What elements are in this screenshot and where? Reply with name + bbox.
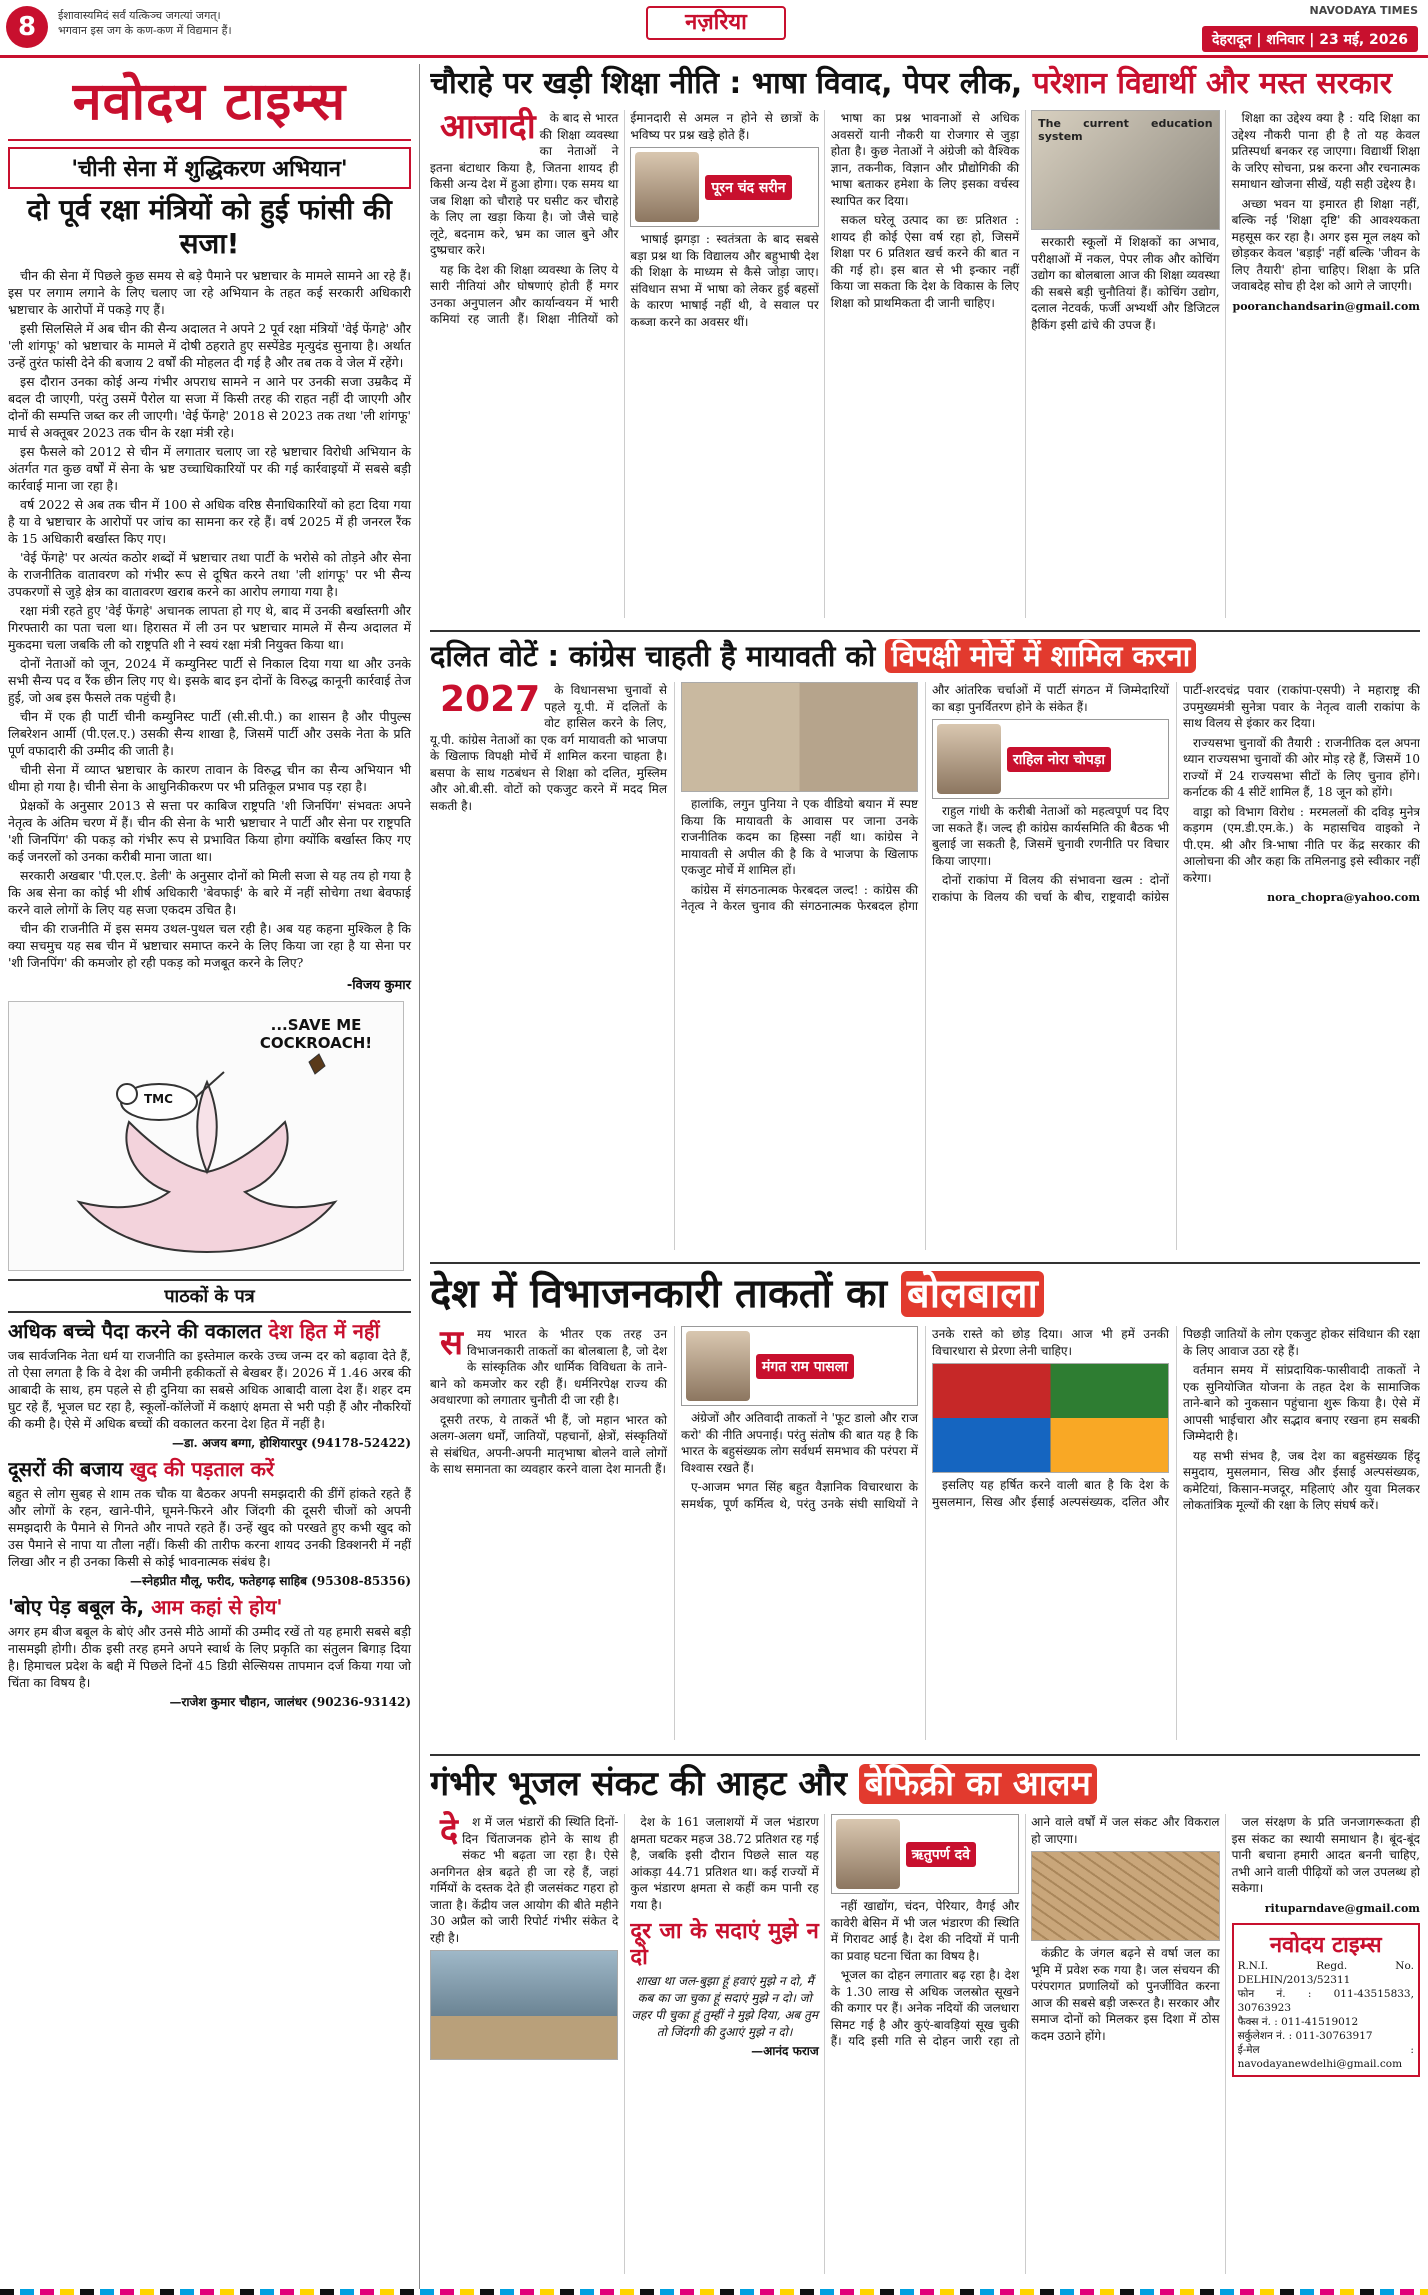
- author-name: मंगत राम पासला: [756, 1354, 854, 1379]
- editorial-body: [8, 267, 411, 971]
- shloka: [58, 8, 232, 38]
- dateline: देहरादून | शनिवार | 23 मई, 2026: [1202, 26, 1418, 52]
- editorial-paragraph: इसी सिलसिले में अब चीन की सैन्य अदालत ने अपने 2 पूर्व रक्षा मंत्रियों 'वेई फेंगहे' और 'ली शांगफू' को भ्रष्टाचार के मामले में दोषी ठहराते हुए सस्पेंडेड मृत्युदंड सुनाया है। अर्थात उन्हें तुरंत फांसी देने की बजाय 2 वर्षों की मोहलत दी गई है और तब तक वे जेल में रहेंगे।: [8, 321, 411, 370]
- imprint-circulation: सर्कुलेशन नं. : 011-30763917: [1237, 2030, 1373, 2042]
- imprint-phone: फोन नं. : 011-43515833, 30763923: [1237, 1988, 1414, 2014]
- symbols-illustration: [932, 1363, 1169, 1473]
- article-paragraph: कंक्रीट के जंगल बढ़ने से वर्षा जल का भूमि में प्रवेश रुक गया है। जल संचयन की परंपरागत प्रणालियों को पुनर्जीवित करना आज की सबसे बड़ी जरूरत है। सरकार और समाज दोनों को मिलकर इस दिशा में ठोस कदम उठाने होंगे।: [1031, 1946, 1220, 2043]
- article-headline: देश में विभाजनकारी ताकतों का बोलबाला: [430, 1268, 1420, 1320]
- article-paragraph: दूसरी तरफ, ये ताकतें भी हैं, जो महान भारत को अलग-अलग धर्मों, जातियों, पहचानों, क्षेत्रों, संस्कृतियों से संबंधित, अपनी-अपनी मातृभाषा बोलने वाले लोगों के साथ समानता का व्यवहार करने वाला देश मानती हैं।: [430, 1412, 667, 1476]
- article-paragraph: राहुल गांधी के करीबी नेताओं को महत्वपूर्ण पद दिए जा सकते हैं। जल्द ही कांग्रेस कार्यसमिति की बैठक भी बुलाई जा सकती है, जिसमें चुनावी रणनीति पर विचार किया जाएगा।: [932, 804, 1169, 868]
- article-paragraph: राज्यसभा चुनावों की तैयारी : राजनीतिक दल अपना ध्यान राज्यसभा चुनावों की ओर मोड़ रहे हैं, जिसमें 10 राज्यों में 24 राज्यसभा सीटों के लिए चुनाव होंगे। कर्नाटक की 4 सीटें शामिल हैं, 18 जून को होंगे।: [1183, 735, 1420, 799]
- author-name: राहिल नोरा चोपड़ा: [1007, 747, 1111, 772]
- editorial-paragraph: चीनी सेना में व्याप्त भ्रष्टाचार के कारण तावान के विरुद्ध चीन का सैन्य अभियान भी धीमा हो गया है। चीनी सेना के आधुनिकीकरण पर भी प्रतिकूल प्रभाव पड़ रहा है।: [8, 762, 411, 794]
- article-dalit-votes: [430, 636, 1420, 1256]
- article-paragraph: नहीं खाद्योंग, चंदन, पेरियार, वैगई और कावेरी बेसिन में भी जल भंडारण की स्थिति में गिरावट आई है। देश की नदियों में पानी का प्रवाह घटना चिंता का विषय है।: [830, 1899, 1020, 1963]
- author-box: [932, 719, 1169, 799]
- letter-item: [8, 1595, 411, 1710]
- letter-sign: —डा. अजय बग्गा, होशियारपुर (94178-52422): [172, 1436, 411, 1450]
- article-groundwater: [430, 1760, 1420, 2280]
- editorial-subtitle: दो पूर्व रक्षा मंत्रियों को हुई फांसी की सजा!: [27, 193, 392, 260]
- author-box: [630, 147, 818, 227]
- right-column: [430, 64, 1420, 2289]
- letters-heading: पाठकों के पत्र: [8, 1279, 411, 1313]
- article-paragraph: शिक्षा का उद्देश्य क्या है : यदि शिक्षा का उद्देश्य नौकरी पाना ही है तो यह केवल प्रतिस्पर्धा बनकर रह जाएगा। विद्यार्थी शिक्षा के जरिए सोचना, प्रश्न करना और रचनात्मक समाधान खोजना सीखें, यही सही उद्देश्य है।: [1231, 111, 1420, 191]
- article-paragraph: अंग्रेजों और अतिवादी ताकतों ने 'फूट डालो और राज करो' की नीति अपनाई। परंतु संतोष की बात यह है कि भारत के बहुसंख्यक लोग सर्वधर्म समभाव की परंपरा में विश्वास रखते हैं।: [681, 1411, 918, 1475]
- cracked-earth-photo: [1031, 1851, 1219, 1941]
- imprint-email: ई-मेल : navodayanewdelhi@gmail.com: [1237, 2044, 1414, 2070]
- cartoon-label: TMC: [144, 1092, 173, 1106]
- editorial-paragraph: 'वेई फेंगहे' पर अत्यंत कठोर शब्दों में भ्रष्टाचार तथा पार्टी के भरोसे को तोड़ने और सेना के राजनीतिक वातावरण को गंभीर रूप से दूषित करने तथा 'ली शांगफू' पर भी सैन्य उपकरणों से जुड़े क्षेत्र का वातावरण खराब करने का आरोप लगाया गया है।: [8, 550, 411, 599]
- author-box: [681, 1326, 918, 1406]
- article-education-policy: [430, 64, 1420, 624]
- letter-item: [8, 1319, 411, 1451]
- article-body: [430, 1811, 1420, 2274]
- pull-quote: दूर जा के सदाएं मुझे न दो: [630, 1919, 819, 1970]
- article-paragraph: ए-आजम भगत सिंह बहुत वैज्ञानिक विचारधारा के समर्थक, पूर्ण कर्मित्व थे, परंतु उनके संघी साथियों ने उनके रास्ते को छोड़ दिया। आज भी हमें उनकी विचारधारा से प्रेरणा लेनी चाहिए।: [681, 1327, 1169, 1511]
- article-paragraph: स मय भारत के भीतर एक तरह उन विभाजनकारी ताकतों का बोलबाला है, जो देश के सांस्कृतिक और धार्मिक विविधता के ताने-बाने को कमजोर कर रही हैं। धर्मनिरपेक्ष राज्य की अवधारणा को लगातार चुनौती दी जा रही है।: [430, 1323, 667, 1407]
- cartoon: [8, 1001, 404, 1271]
- politicians-photo: [681, 682, 918, 792]
- article-paragraph: अच्छा भवन या इमारत ही शिक्षा नहीं, बल्कि नई 'शिक्षा दृष्टि' की आवश्यकता महसूस कर रहा है। अगर इस मूल लक्ष्य को छोड़कर केवल 'बड़ाई' नहीं बल्कि 'जीवन के लिए तैयारी' होना चाहिए। शिक्षा के प्रति जवाबदेह सोच ही देश को आगे ले जाएगी।: [1231, 196, 1420, 293]
- poem-sign: —आनंद फराज: [751, 2044, 819, 2058]
- drought-photo: [430, 1950, 618, 2060]
- editorial-paragraph: दोनों नेताओं को जून, 2024 में कम्युनिस्ट पार्टी से निकाल दिया गया था और उनके सभी सैन्य पद व रैंक छीन लिए गए थे। इसके बाद इन दोनों के विरुद्ध कानूनी कार्रवाई तेज हुई, जो अब इस फैसले तक पहुंची है।: [8, 656, 411, 705]
- letter-sign: —राजेश कुमार चौहान, जालंधर (90236-93142): [169, 1695, 411, 1709]
- letter-sign: —स्नेहप्रीत मौलू, फरीद, फतेहगढ़ साहिब (95308-85356): [129, 1574, 411, 1588]
- cartoon-speech: ...SAVE ME COCKROACH!: [259, 1016, 373, 1052]
- left-column: [8, 64, 420, 2289]
- dropcap: आजादी: [440, 107, 536, 147]
- article-paragraph: दे श में जल भंडारों की स्थिति दिनों-दिन चिंताजनक होने के साथ ही संकट भी बढ़ता जा रहा है। ऐसे अनगिनत क्षेत्र बढ़ते ही जा रहे हैं, जहां गर्मियों के दस्तक देते ही जलसंकट गहरा हो जाता है। केंद्रीय जल आयोग की बीते महीने 30 अप्रैल को जारी रिपोर्ट गंभीर संकेत दे रही है।: [430, 1811, 619, 1945]
- editorial-paragraph: चीन की राजनीति में इस समय उथल-पुथल चल रही है। अब यह कहना मुश्किल है कि क्या सचमुच यह सब चीन में भ्रष्टाचार समाप्त करने के लिए किया जा रहा है या सेना पर 'शी जिनपिंग' की कमजोर हो रही पकड़ को मजबूत करने के लिए?: [8, 921, 411, 970]
- editorial-title: 'चीनी सेना में शुद्धिकरण अभियान': [8, 147, 411, 189]
- registration-strip: [0, 2289, 1428, 2295]
- article-paragraph: दोनों राकांपा में विलय की संभावना खत्म : दोनों राकांपा के विलय की चर्चा के बीच, राष्ट्रवादी कांग्रेस पार्टी-शरदचंद्र पवार (राकांपा-एसपी) ने महाराष्ट्र की उपमुख्यमंत्री सुनेत्रा पवार के नेतृत्व वाली राकांपा के साथ विलय से इंकार कर दिया।: [932, 683, 1420, 904]
- article-paragraph: हालांकि, लगुन पुनिया ने एक वीडियो बयान में स्पष्ट किया कि मायावती के आवास पर जाना उनके राजनीतिक कदम का हिस्सा नहीं था। कांग्रेस ने मायावती से अपील की है कि वे भाजपा के खिलाफ एकजुट मोर्चे में शामिल हों।: [681, 797, 918, 877]
- article-paragraph: आजादी के बाद से भारत की शिक्षा व्यवस्था का नेताओं ने इतना बंटाधार किया है, जितना शायद ही किसी अन्य देश में हुआ होगा। एक समय था जब शिक्षा को चौराहे पर घसीट कर चौराहे के लिए ला खड़ा किया है। जो जैसे चाहे लूटे, बदनाम करे, भ्रम का जाल बुने और दुष्प्रचार करे।: [430, 107, 619, 257]
- article-paragraph: जल संरक्षण के प्रति जनजागरूकता ही इस संकट का स्थायी समाधान है। बूंद-बूंद पानी बचाना हमारी आदत बननी चाहिए, तभी आने वाली पीढ़ियों को जल उपलब्ध हो सकेगा।: [1231, 1815, 1420, 1895]
- article-headline: दलित वोटें : कांग्रेस चाहती है मायावती को विपक्षी मोर्चे में शामिल करना: [430, 636, 1420, 676]
- letter-text: अगर हम बीज बबूल के बोएं और उनसे मीठे आमों की उम्मीद रखें तो यह हमारी सबसे बड़ी नासमझी होगी। ठीक इसी तरह हमने अपने स्वार्थ के लिए प्रकृति का संतुलन बिगाड़ दिया है। हिमाचल प्रदेश के बद्दी में पिछले दिनों 45 डिग्री सेल्सियस तापमान दर्ज किया गया जो चिंता का विषय है।: [8, 1624, 411, 1690]
- section-divider: [430, 1262, 1420, 1264]
- article-body: [430, 679, 1420, 1250]
- article-paragraph: वाड्रा को विभाग विरोध : मरमललों की दविड़ मुनेत्र कड़गम (एम.डी.एम.के.) के महासचिव वाइको ने पी.एम. श्री और त्रि-भाषा नीति पर केंद्र सरकार की आलोचना की और कहा कि तमिलनाडु इसे स्वीकार नहीं करेगा।: [1183, 804, 1420, 885]
- photo-caption: The current education system: [1038, 117, 1213, 143]
- author-email: pooranchandsarin@gmail.com: [1232, 299, 1420, 313]
- editorial-paragraph: वर्ष 2022 से अब तक चीन में 100 से अधिक वरिष्ठ सैनाधिकारियों को हटा दिया गया है या वे भ्रष्टाचार के आरोपों पर जांच का सामना कर रहे हैं। वर्ष 2025 में ही जनरल रैंक के 15 अधिकारी बर्खास्त किए गए।: [8, 497, 411, 546]
- imprint-box: [1232, 1923, 1420, 2077]
- article-paragraph: भाषाई झगड़ा : स्वतंत्रता के बाद सबसे बड़ा प्रश्न था कि विद्यालय और बहुभाषी देश की शिक्षा के माध्यम से कैसे जोड़ा जाए। संविधान सभा में भाषा को लेकर हुई बहसों के कारण भाषाई नहीं थी, वे सवाल पर कब्जा करने का अवसर थीं।: [630, 232, 819, 329]
- article-headline: चौराहे पर खड़ी शिक्षा नीति : भाषा विवाद, पेपर लीक, परेशान विद्यार्थी और मस्त सरकार: [430, 66, 1393, 101]
- editorial-paragraph: रक्षा मंत्री रहते हुए 'वेई फेंगहे' अचानक लापता हो गए थे, बाद में उनकी बर्खास्तगी और गिरफ्तारी का पता चला था। हिरासत में ली उन पर भ्रष्टाचार मामले में सैन्य अदालत में मुकदमा चला जबकि ली को राष्ट्रपति शी ने स्वयं रक्षा मंत्री नियुक्त किया था।: [8, 603, 411, 652]
- shloka-line-2: भगवान इस जग के कण-कण में विद्यमान हैं।: [58, 24, 232, 37]
- editorial-paragraph: चीन की सेना में पिछले कुछ समय से बड़े पैमाने पर भ्रष्टाचार के मामले सामने आ रहे हैं। इस पर लगाम लगाने के लिए चलाए जा रहे अभियान के तहत कई सरकारी अधिकारी भ्रष्टाचार के आरोपों में पकड़े गए हैं।: [8, 268, 411, 317]
- editorial-paragraph: सरकारी अखबार 'पी.एल.ए. डेली' के अनुसार दोनों को मिली सजा से यह तय हो गया है कि अब सेना का कोई भी शीर्ष अधिकारी 'बेवफाई' के बारे में नहीं सोचेगा तथा बेवफाई करने वाले लोगों के लिए यह सजा एकदम उचित है।: [8, 868, 411, 917]
- author-box: [831, 1814, 1019, 1894]
- avatar: [836, 1819, 900, 1889]
- article-paragraph: सकल घरेलू उत्पाद का छः प्रतिशत : शायद ही कोई ऐसा वर्ष रहा हो, जिसमें शिक्षा पर 6 प्रतिशत खर्च करने की बात न की गई हो। इस बात से भी इन्कार नहीं किया जा सकता कि देश के विकास के लिए शिक्षा को प्राथमिकता दी जानी चाहिए।: [830, 213, 1020, 310]
- paper-name: NAVODAYA TIMES: [1309, 4, 1418, 17]
- editorial-paragraph: चीन में एक ही पार्टी चीनी कम्युनिस्ट पार्टी (सी.सी.पी.) का शासन है और पीपुल्स लिबरेशन आर्मी (पी.एल.ए.) उसकी सैन्य शाखा है, जिसमें पार्टी और उसके नेता के प्रति पूर्ण वफादारी की उम्मीद की जाती है।: [8, 709, 411, 758]
- article-paragraph: यह कि देश की शिक्षा व्यवस्था के लिए ये सारी नीतियां और घोषणाएं होती हैं मगर उनका अनुपालन और कार्यान्वयन में भारी कमियां रह जाती हैं। शिक्षा नीतियों को ईमानदारी से अमल न होने से छात्रों के भविष्य पर प्रश्न खड़े होते हैं।: [430, 111, 819, 326]
- year-number: 2027: [440, 679, 541, 720]
- author-name: पूरन चंद सरीन: [705, 175, 791, 200]
- article-paragraph: 2027 के विधानसभा चुनावों से पहले यू.पी. में दलितों के वोट हासिल करने के लिए, यू.पी. कांग्रेस नेताओं का एक वर्ग मायावती को भाजपा के खिलाफ विपक्षी मोर्चे में शामिल करना चाहता है। बसपा के साथ गठबंधन से शिक्षा को दलित, मुस्लिम और ओ.बी.सी. वोटों को एकजुट करने में मदद मिल सकती है।: [430, 679, 667, 813]
- article-paragraph: देश के 161 जलाशयों में जल भंडारण क्षमता घटकर महज 38.72 प्रतिशत रह गई है, जबकि इसी दौरान पिछले साल यह आंकड़ा 44.71 प्रतिशत था। कई राज्यों में कुल भंडारण क्षमता से कहीं कम पानी रह गया है।: [630, 1815, 819, 1912]
- letter-text: जब सार्वजनिक नेता धर्म या राजनीति का इस्तेमाल करके उच्च जन्म दर को बढ़ावा देते हैं, तो ऐसा लगता है कि वे देश की जमीनी हकीकतों से बेखबर हैं। 2026 में 1.46 अरब की आबादी के साथ, हम पहले से ही दुनिया का सबसे अधिक आबादी वाला देश हैं। शहर दम घुट रहे हैं, भूजल घट रहा है, स्कूलों-कॉलेजों में कक्षाएं क्षमता से भरी पड़ी हैं और नौकरियों की कमी है। ऐसे में अधिक बच्चों की वकालत करना देश हित में नहीं है।: [8, 1348, 411, 1431]
- letter-title: दूसरों की बजाय खुद की पड़ताल करें: [8, 1457, 275, 1481]
- author-email: rituparndave@gmail.com: [1264, 1901, 1420, 1915]
- brand-logo: नवोदय टाइम्स: [72, 72, 347, 132]
- editorial-masthead: [8, 64, 411, 141]
- section-divider: [430, 1754, 1420, 1756]
- section-divider: [430, 630, 1420, 632]
- article-paragraph: कांग्रेस में संगठनात्मक फेरबदल जल्द! : कांग्रेस की नेतृत्व ने केरल चुनाव की संगठनात्मक फेरबदल होगा और आंतरिक चर्चाओं में पार्टी संगठन में जिम्मेदारियों का बड़ा पुनर्वितरण होने के संकेत हैं।: [681, 683, 1169, 913]
- page-number: 8: [6, 6, 48, 48]
- section-tag: नज़रिया: [646, 6, 786, 40]
- article-paragraph: भाषा का प्रश्न भावनाओं से अधिक अवसरों यानी नौकरी या रोजगार से जुड़ा होता है। कुछ नेताओं ने अंग्रेजी को वैश्विक ज्ञान, तकनीक, विज्ञान और प्रौद्योगिकी की भाषा बताकर हमेशा के लिए इसका वर्चस्व स्थापित कर दिया।: [830, 111, 1020, 208]
- article-divisive-forces: [430, 1268, 1420, 1748]
- dropcap: स: [440, 1323, 463, 1363]
- imprint-regd: R.N.I. Regd. No. DELHIN/2013/52311: [1237, 1960, 1414, 1986]
- author-name: ऋतुपर्ण दवे: [906, 1842, 976, 1867]
- article-paragraph: यह सभी संभव है, जब देश का बहुसंख्यक हिंदू समुदाय, मुसलमान, सिख और ईसाई अल्पसंख्यक, कमेटियां, किसान-मजदूर, महिलाएं और युवा मिलकर लोकतांत्रिक मूल्यों की रक्षा के लिए संघर्ष करें।: [1183, 1448, 1420, 1512]
- article-body: [430, 107, 1420, 618]
- article-paragraph: वर्तमान समय में सांप्रदायिक-फासीवादी ताकतों ने एक सुनियोजित योजना के तहत देश के सामाजिक ताने-बाने को नुकसान पहुंचाना शुरू किया है। ऐसे में आपसी भाईचारा और सद्भाव बनाए रखना हम सबकी जिम्मेदारी है।: [1183, 1363, 1420, 1443]
- article-paragraph: सरकारी स्कूलों में शिक्षकों का अभाव, परीक्षाओं में नकल, पेपर लीक और कोचिंग उद्योग का बोलबाला आज की शिक्षा व्यवस्था की सबसे बड़ी चुनौतियां हैं। कोचिंग उद्योग, दलाल नेटवर्क, फर्जी अभ्यर्थी और डिजिटल हैकिंग इसी ढांचे की उपज हैं।: [1031, 235, 1220, 332]
- imprint-fax: फैक्स नं. : 011-41519012: [1237, 2016, 1359, 2028]
- page-header: [0, 0, 1428, 58]
- letter-text: बहुत से लोग सुबह से शाम तक चौक या बैठकर अपनी समझदारी की डींगें हांकते रहते हैं और लोगों के रहन, खाने-पीने, घूमने-फिरने और जिंदगी की दूसरी चीजों को अपनी समझदारी के पैमाने से गिनते और नापते रहते हैं। उन्हें खुद को परखते हुए कभी खुद को उस पैमाने से नापा या तौला नहीं। किसी की तारीफ करना शायद उनकी डिक्शनरी में नहीं लिखा और न ही उनका किसी से कोई भावनात्मक संबंध है।: [8, 1486, 411, 1569]
- dropcap: दे: [440, 1811, 459, 1851]
- editorial-paragraph: प्रेक्षकों के अनुसार 2013 से सत्ता पर काबिज राष्ट्रपति 'शी जिनपिंग' संभवतः अपने नेतृत्व के अंतिम चरण में हैं। चीन की सेना के भारी भ्रष्टाचार ने पार्टी और सेना पर राष्ट्रपति 'शी जिनपिंग' की पकड़ को गंभीर रूप से प्रभावित किया होगा क्योंकि बर्खास्त किए गए कई जनरलों को उनका करीबी माना जाता था।: [8, 798, 411, 864]
- article-paragraph: भूजल का दोहन लगातार बढ़ रहा है। देश के 1.30 लाख से अधिक जलस्रोत सूखने की कगार पर हैं। अनेक नदियों की जलधारा सिमट गई है और कुएं-बावड़ियां सूख चुकी हैं। यदि इसी गति से दोहन जारी रहा तो आने वाले वर्षों में जल संकट और विकराल हो जाएगा।: [830, 1815, 1220, 2048]
- article-paragraph: इसलिए यह हर्षित करने वाली बात है कि देश के मुसलमान, सिख और ईसाई अल्पसंख्यक, दलित और पिछड़ी जातियों के लोग एकजुट होकर संविधान की रक्षा के लिए आवाज उठा रहे हैं।: [932, 1327, 1420, 1509]
- editorial-author: -विजय कुमार: [346, 978, 411, 993]
- letter-title: 'बोए पेड़ बबूल के, आम कहां से होय': [8, 1595, 283, 1619]
- letter-item: [8, 1457, 411, 1589]
- editorial-paragraph: इस दौरान उनका कोई अन्य गंभीर अपराध सामने न आने पर उनकी सजा उम्रकैद में बदल दी जाएगी, परंतु उसमें पैरोल या सजा में किसी तरह की राहत नहीं दी जाएगी और दोनों की सम्पत्ति जब्त कर ली जाएगी। 'वेई फेंगहे' 2018 से 2023 तक तथा 'ली शांगफू' मार्च से अक्तूबर 2023 तक चीन के रक्षा मंत्री रहे।: [8, 374, 411, 440]
- shloka-line-1: ईशावास्यमिदं सर्वं यत्किञ्च जगत्यां जगत्।: [58, 9, 221, 22]
- poem: शाखा था जल-बुझा हूं हवाएं मुझे न दो, मैं कब का जा चुका हूं सदाएं मुझे न दो। जो जहर पी चुका हूं तुम्हीं ने मुझे दिया, अब तुम तो जिंदगी की दुआएं मुझे न दो।: [631, 1974, 819, 2039]
- letter-title: अधिक बच्चे पैदा करने की वकालत देश हित में नहीं: [8, 1319, 380, 1343]
- article-body: [430, 1323, 1420, 1740]
- avatar: [635, 152, 699, 222]
- imprint-brand: नवोदय टाइम्स: [1269, 1933, 1382, 1958]
- education-illustration: [1031, 110, 1219, 230]
- avatar: [686, 1331, 750, 1401]
- article-headline: गंभीर भूजल संकट की आहट और बेफिक्री का आलम: [430, 1760, 1420, 1808]
- author-email: nora_chopra@yahoo.com: [1267, 891, 1420, 904]
- avatar: [937, 724, 1001, 794]
- editorial-paragraph: इस फैसले को 2012 से चीन में लगातार चलाए जा रहे भ्रष्टाचार विरोधी अभियान के अंतर्गत गत कुछ वर्षों में सेना के भ्रष्ट उच्चाधिकारियों पर की गई कार्रवाइयों में सबसे बड़ी कार्रवाई माना जा रहा है।: [8, 444, 411, 493]
